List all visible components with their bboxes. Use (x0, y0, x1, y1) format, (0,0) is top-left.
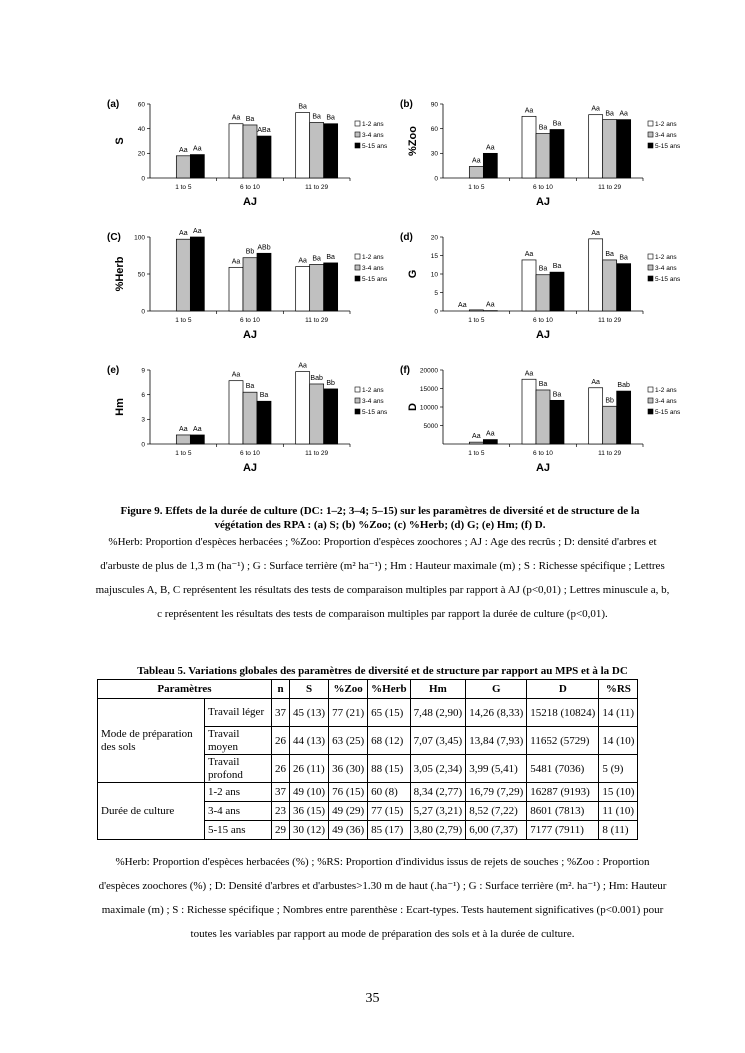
bar-3-4-ans (176, 156, 190, 178)
row-level-label: 1-2 ans (205, 783, 272, 802)
x-axis-label: AJ (535, 196, 551, 208)
panel-label: (f) (400, 365, 410, 376)
y-tick-label: 60 (137, 101, 145, 109)
y-tick-label: 15000 (419, 385, 438, 393)
y-tick-label: 15 (430, 252, 438, 260)
chart-svg (398, 230, 718, 350)
table-cell: 49 (10) (290, 783, 329, 802)
x-axis-label: AJ (242, 462, 258, 474)
data-label: Aa (486, 144, 495, 152)
y-tick-label: 100 (134, 234, 145, 242)
x-tick-label: 11 to 29 (305, 450, 329, 457)
table-cell: 14,26 (8,33) (466, 699, 527, 727)
x-tick-label: 1 to 5 (175, 450, 192, 457)
table-cell: 65 (15) (368, 699, 410, 727)
data-label: Aa (298, 362, 307, 370)
bar-3-4-ans (243, 392, 257, 444)
chart-svg (398, 97, 718, 217)
legend-label: 1-2 ans (362, 387, 384, 394)
data-label: Aa (472, 433, 481, 441)
data-label: Aa (458, 302, 467, 309)
table-cell: 77 (15) (368, 802, 410, 821)
y-tick-label: 20000 (419, 367, 438, 375)
bar-1-2-ans (229, 381, 243, 444)
data-label: Aa (524, 250, 534, 258)
data-label: Ba (298, 103, 307, 111)
data-label: Ba (552, 391, 562, 399)
table-cell: 36 (30) (329, 755, 368, 783)
x-tick-label: 1 to 5 (468, 317, 485, 324)
page-number: 35 (365, 991, 380, 1006)
data-label: Aa (193, 425, 202, 433)
data-label: Ba (326, 114, 335, 122)
data-label: Aa (179, 425, 188, 433)
legend-swatch (355, 143, 360, 148)
row-level-label: 5-15 ans (205, 821, 272, 840)
table-cell: 14 (11) (599, 699, 638, 727)
y-tick-label: 0 (141, 441, 145, 449)
bar-5-15-ans (617, 391, 631, 444)
table-cell: 85 (17) (368, 821, 410, 840)
table-cell: 8,52 (7,22) (466, 802, 527, 821)
table-cell: 5481 (7036) (527, 755, 599, 783)
data-label: Aa (486, 301, 495, 309)
data-label: Bab (617, 382, 630, 390)
bar-1-2-ans (522, 260, 536, 311)
bar-1-2-ans (229, 267, 243, 311)
table-cell: 88 (15) (368, 755, 410, 783)
chart-panel-a (105, 97, 425, 217)
y-tick-label: 0 (434, 308, 438, 316)
bar-5-15-ans (617, 264, 631, 311)
bar-5-15-ans (550, 400, 564, 444)
table-cell: 30 (12) (290, 821, 329, 840)
data-label: Aa (591, 229, 600, 237)
legend-swatch (648, 276, 653, 281)
data-label: Aa (298, 257, 307, 265)
table-row (98, 783, 638, 802)
y-tick-label: 0 (434, 175, 438, 183)
legend-swatch (648, 254, 653, 259)
y-axis-label: %Herb (114, 256, 126, 292)
header-cell: S (290, 680, 329, 699)
x-tick-label: 11 to 29 (598, 317, 622, 324)
chart-svg (105, 230, 425, 350)
table-cell: 44 (13) (290, 727, 329, 755)
bar-1-2-ans (296, 267, 310, 311)
bar-5-15-ans (257, 401, 271, 444)
legend-label: 3-4 ans (362, 265, 384, 272)
chart-svg (105, 363, 425, 483)
bar-5-15-ans (257, 253, 271, 311)
legend-swatch (648, 409, 653, 414)
row-group-label: Durée de culture (98, 783, 205, 840)
x-tick-label: 1 to 5 (468, 184, 485, 191)
table-cell: 11652 (5729) (527, 727, 599, 755)
x-axis-label: AJ (242, 196, 258, 208)
bar-3-4-ans (536, 390, 550, 444)
row-group-label: Mode de préparation des sols (98, 699, 205, 783)
chart-svg (398, 363, 718, 483)
data-label: Bab (310, 374, 323, 382)
data-label: Aa (179, 230, 188, 238)
x-tick-label: 1 to 5 (468, 450, 485, 457)
figure-legend-text: %Herb: Proportion d'espèces herbacées ; %Zoo: Proportion d'espèces zoochores ; AJ : Age des recrûs ; D: densité d'arbres et d'arbuste de plus de 1,3 m (ha⁻¹) ; G : Surface terrière (m² ha⁻¹) ; Hm : Hauteur maximale (m) ; S : Richesse spécifique ; Lettres majuscules A, B, C représentent les résultats des tests de comparaison multiples par rapport à AJ (p<0,01) ; Lettres minuscule a, b, c représentent les résultats des tests de comparaison multiples par rapport la durée de culture (p<0,01). (95, 536, 670, 620)
row-level-label: Travail profond (205, 755, 272, 783)
x-axis-label: AJ (535, 329, 551, 341)
bar-5-15-ans (257, 136, 271, 178)
row-level-label: Travail léger (205, 699, 272, 727)
y-tick-label: 3 (141, 416, 145, 424)
legend-swatch (355, 121, 360, 126)
table-header-row (98, 680, 638, 699)
header-cell: Hm (410, 680, 466, 699)
y-tick-label: 5000 (423, 422, 438, 430)
x-tick-label: 1 to 5 (175, 317, 192, 324)
bar-3-4-ans (243, 125, 257, 178)
data-label: Aa (591, 105, 600, 113)
table-row (98, 699, 638, 727)
table-cell: 6,00 (7,37) (466, 821, 527, 840)
table-cell: 16,79 (7,29) (466, 783, 527, 802)
data-label: Aa (179, 146, 188, 154)
table-cell: 49 (29) (329, 802, 368, 821)
legend-swatch (355, 132, 360, 137)
legend-label: 1-2 ans (655, 387, 677, 394)
data-label: Bb (245, 248, 255, 256)
table-cell: 5,27 (3,21) (410, 802, 466, 821)
data-label: Bb (326, 379, 335, 387)
table-cell: 8,34 (2,77) (410, 783, 466, 802)
legend-swatch (648, 132, 653, 137)
x-tick-label: 6 to 10 (240, 184, 260, 191)
panel-label: (b) (400, 99, 413, 110)
chart-panel-b (398, 97, 718, 217)
table-cell: 29 (272, 821, 290, 840)
x-axis-label: AJ (242, 329, 258, 341)
legend-swatch (648, 387, 653, 392)
table-cell: 3,99 (5,41) (466, 755, 527, 783)
header-cell: %RS (599, 680, 638, 699)
data-label: Ba (605, 250, 614, 258)
y-tick-label: 40 (137, 125, 145, 133)
y-axis-label: S (114, 137, 126, 145)
table-cell: 16287 (9193) (527, 783, 599, 802)
bar-5-15-ans (190, 155, 204, 178)
y-tick-label: 10 (430, 271, 438, 279)
legend-label: 1-2 ans (362, 254, 384, 261)
table-cell: 63 (25) (329, 727, 368, 755)
x-tick-label: 1 to 5 (175, 184, 192, 191)
y-tick-label: 20 (137, 150, 145, 158)
x-tick-label: 6 to 10 (533, 184, 553, 191)
legend-label: 5-15 ans (655, 409, 681, 416)
chart-panel-e (105, 363, 425, 483)
table-cell: 37 (272, 783, 290, 802)
table-cell: 3,80 (2,79) (410, 821, 466, 840)
table-cell: 14 (10) (599, 727, 638, 755)
legend-label: 3-4 ans (655, 265, 677, 272)
bar-5-15-ans (483, 440, 497, 444)
legend-swatch (355, 398, 360, 403)
row-level-label: Travail moyen (205, 727, 272, 755)
bar-3-4-ans (469, 310, 483, 311)
data-label: Ba (245, 115, 255, 123)
data-label: Ba (312, 113, 321, 121)
legend-label: 5-15 ans (362, 276, 388, 283)
y-tick-label: 0 (141, 308, 145, 316)
bar-5-15-ans (550, 129, 564, 178)
bar-3-4-ans (176, 239, 190, 311)
data-label: Aa (193, 145, 202, 153)
bar-3-4-ans (469, 166, 483, 178)
legend-label: 1-2 ans (655, 254, 677, 261)
legend-swatch (648, 265, 653, 270)
data-label: Ba (538, 124, 548, 132)
legend-label: 3-4 ans (655, 398, 677, 405)
chart-panel-f (398, 363, 718, 483)
chart-svg (105, 97, 425, 217)
y-tick-label: 20 (430, 234, 438, 242)
data-label: Bb (605, 397, 614, 405)
table-cell: 15218 (10824) (527, 699, 599, 727)
x-tick-label: 11 to 29 (305, 184, 329, 191)
data-label: Aa (619, 110, 628, 118)
header-cell: %Zoo (329, 680, 368, 699)
data-label: Ba (326, 253, 335, 261)
table-cell: 3,05 (2,34) (410, 755, 466, 783)
data-label: Ba (552, 120, 562, 128)
table-cell: 37 (272, 699, 290, 727)
data-label: Aa (524, 370, 534, 378)
table-cell: 23 (272, 802, 290, 821)
x-tick-label: 11 to 29 (305, 317, 329, 324)
header-cell: n (272, 680, 290, 699)
table-cell: 7,07 (3,45) (410, 727, 466, 755)
bar-5-15-ans (324, 263, 338, 311)
bar-1-2-ans (589, 115, 603, 178)
bar-1-2-ans (589, 239, 603, 311)
table-cell: 11 (10) (599, 802, 638, 821)
bar-3-4-ans (310, 123, 324, 179)
data-label: Ba (312, 255, 321, 263)
panel-label: (e) (107, 365, 120, 376)
legend-label: 5-15 ans (362, 409, 388, 416)
legend-swatch (355, 254, 360, 259)
table-cell: 7,48 (2,90) (410, 699, 466, 727)
legend-swatch (355, 276, 360, 281)
table-cell: 68 (12) (368, 727, 410, 755)
row-level-label: 3-4 ans (205, 802, 272, 821)
table-cell: 77 (21) (329, 699, 368, 727)
bar-5-15-ans (617, 120, 631, 178)
x-tick-label: 6 to 10 (533, 450, 553, 457)
bar-3-4-ans (243, 258, 257, 311)
bar-1-2-ans (296, 372, 310, 444)
table-cell: 36 (15) (290, 802, 329, 821)
x-tick-label: 11 to 29 (598, 450, 622, 457)
data-label: Aa (231, 114, 241, 122)
legend-swatch (648, 121, 653, 126)
data-label: Ba (538, 265, 548, 273)
x-axis-label: AJ (535, 462, 551, 474)
chart-panel-d (398, 230, 718, 350)
bar-5-15-ans (190, 435, 204, 444)
data-label: ABa (257, 127, 271, 135)
data-label: Ba (552, 263, 562, 271)
bar-3-4-ans (176, 435, 190, 444)
y-axis-label: Hm (114, 398, 126, 416)
data-label: Aa (472, 157, 481, 165)
table-cell: 26 (272, 727, 290, 755)
bar-5-15-ans (190, 237, 204, 311)
table-note: %Herb: Proportion d'espèces herbacées (%) ; %RS: Proportion d'individus issus de rejets de souches ; %Zoo : Proportion d'espèces zoochores (%) ; D: Densité d'arbres et d'arbustes>1.30 m de haut (.ha⁻¹) ; G : Surface terrière (m². ha⁻¹) ; Hm: Hauteur maximale (m) ; S : Richesse spécifique ; Nombres entre parenthèse : Ecart-types. Tests hautement significatives (p<0.001) pour toutes les variables par rapport au mode de préparation des sols et à la durée de culture. (98, 856, 667, 940)
legend-label: 5-15 ans (655, 143, 681, 150)
bar-3-4-ans (469, 442, 483, 444)
bar-3-4-ans (310, 264, 324, 311)
y-tick-label: 6 (141, 391, 145, 399)
y-tick-label: 50 (137, 271, 145, 279)
y-axis-label: D (407, 403, 419, 411)
bar-3-4-ans (536, 275, 550, 311)
table-cell: 8 (11) (599, 821, 638, 840)
bar-3-4-ans (603, 406, 617, 444)
chart-panel-c (105, 230, 425, 350)
data-table (97, 679, 638, 840)
data-label: Aa (193, 228, 202, 235)
table-cell: 15 (10) (599, 783, 638, 802)
legend-swatch (648, 143, 653, 148)
data-label: Aa (231, 258, 241, 266)
table-cell: 26 (272, 755, 290, 783)
header-cell: G (466, 680, 527, 699)
bar-1-2-ans (589, 388, 603, 444)
legend-swatch (355, 409, 360, 414)
y-tick-label: 90 (430, 101, 438, 109)
bar-3-4-ans (603, 120, 617, 178)
x-tick-label: 11 to 29 (598, 184, 622, 191)
bar-5-15-ans (324, 389, 338, 444)
data-label: Ba (619, 254, 628, 262)
table-cell: 8601 (7813) (527, 802, 599, 821)
panel-label: (C) (107, 232, 121, 243)
y-tick-label: 60 (430, 125, 438, 133)
legend-swatch (648, 398, 653, 403)
table-cell: 7177 (7911) (527, 821, 599, 840)
bar-5-15-ans (550, 272, 564, 311)
header-cell: D (527, 680, 599, 699)
table-cell: 26 (11) (290, 755, 329, 783)
bar-1-2-ans (522, 116, 536, 178)
legend-label: 5-15 ans (362, 143, 388, 150)
data-label: Ba (605, 110, 614, 118)
panel-label: (a) (107, 99, 120, 110)
bar-1-2-ans (296, 113, 310, 178)
x-tick-label: 6 to 10 (240, 317, 260, 324)
data-label: Ba (538, 380, 548, 388)
data-label: Aa (231, 371, 241, 379)
bar-3-4-ans (310, 384, 324, 444)
table-title: Tableau 5. Variations globales des paramètres de diversité et de structure par rapport au MPS et à la DC (137, 665, 628, 677)
data-label: Ba (259, 392, 269, 400)
table-cell: 45 (13) (290, 699, 329, 727)
data-label: ABb (257, 244, 271, 252)
legend-label: 3-4 ans (362, 398, 384, 405)
legend-label: 1-2 ans (362, 121, 384, 128)
bar-3-4-ans (536, 134, 550, 178)
bar-5-15-ans (324, 124, 338, 178)
bar-5-15-ans (483, 153, 497, 178)
data-label: Aa (486, 430, 495, 438)
bar-3-4-ans (603, 260, 617, 311)
y-tick-label: 30 (430, 150, 438, 158)
y-tick-label: 0 (141, 175, 145, 183)
legend-label: 5-15 ans (655, 276, 681, 283)
legend-label: 3-4 ans (655, 132, 677, 139)
table-cell: 13,84 (7,93) (466, 727, 527, 755)
x-tick-label: 6 to 10 (240, 450, 260, 457)
bar-1-2-ans (522, 379, 536, 444)
panel-label: (d) (400, 232, 413, 243)
figure-caption: Figure 9. Effets de la durée de culture (DC: 1–2; 3–4; 5–15) sur les paramètres de diversité et de structure de la végétation des RPA : (a) S; (b) %Zoo; (c) %Herb; (d) G; (e) Hm; (f) D. (120, 505, 640, 531)
y-tick-label: 10000 (419, 404, 438, 412)
x-tick-label: 6 to 10 (533, 317, 553, 324)
bar-1-2-ans (229, 124, 243, 178)
header-cell: Paramètres (98, 680, 272, 699)
legend-swatch (355, 265, 360, 270)
y-tick-label: 5 (434, 289, 438, 297)
y-tick-label: 9 (141, 367, 145, 375)
data-label: Ba (245, 383, 255, 391)
legend-label: 3-4 ans (362, 132, 384, 139)
table-cell: 5 (9) (599, 755, 638, 783)
header-cell: %Herb (368, 680, 410, 699)
table-cell: 49 (36) (329, 821, 368, 840)
table-cell: 60 (8) (368, 783, 410, 802)
legend-swatch (355, 387, 360, 392)
y-axis-label: G (407, 269, 419, 279)
table-cell: 76 (15) (329, 783, 368, 802)
data-label: Aa (591, 378, 600, 386)
data-label: Aa (524, 107, 534, 115)
y-axis-label: %Zoo (407, 126, 419, 156)
legend-label: 1-2 ans (655, 121, 677, 128)
